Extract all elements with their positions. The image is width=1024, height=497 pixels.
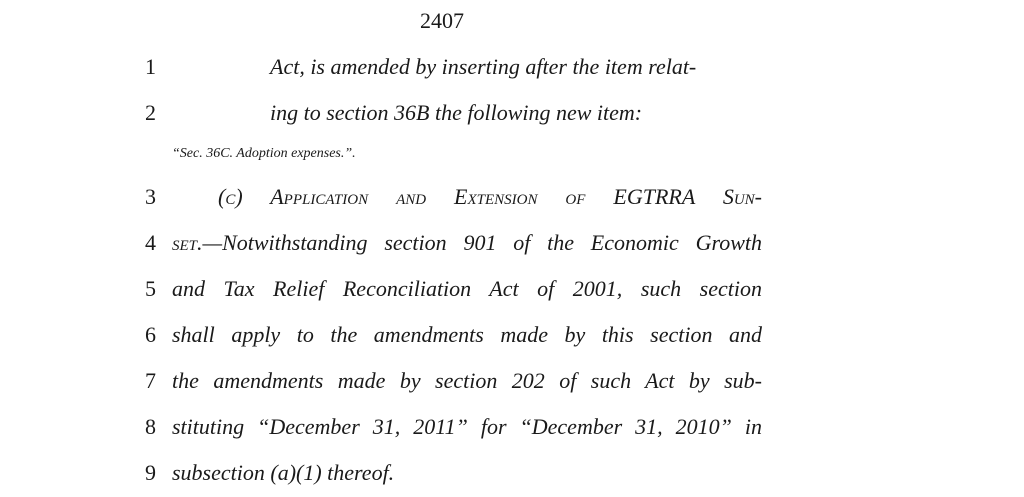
line-text: ing to section 36B the following new item: (270, 100, 643, 125)
line-number: 5 (145, 276, 156, 301)
line-text: the amendments made by section 202 of such Act by sub- (172, 368, 762, 393)
text-line (0, 100, 1024, 132)
text-line (0, 230, 1024, 262)
table-of-sections-item: “Sec. 36C. Adoption expenses.”. (172, 146, 356, 161)
page-number: 2407 (420, 8, 464, 33)
line-text: shall apply to the amendments made by this section and (172, 322, 762, 347)
line-text: stituting “December 31, 2011” for “December 31, 2010” in (172, 414, 762, 439)
line-number: 8 (145, 414, 156, 439)
heading-continuation: set. (172, 230, 203, 255)
text-line (0, 276, 1024, 308)
line-number: 2 (145, 100, 156, 125)
line-text: subsection (a)(1) thereof. (172, 460, 395, 485)
line-text: and Tax Relief Reconciliation Act of 2001, such section (172, 276, 762, 301)
text-line (0, 460, 1024, 492)
line-text: Act, is amended by inserting after the item relat- (270, 54, 697, 79)
line-number: 9 (145, 460, 156, 485)
line-body: —Notwithstanding section 901 of the Economic Growth (202, 230, 762, 255)
line-number: 3 (145, 184, 156, 209)
text-line (0, 322, 1024, 354)
line-number: 7 (145, 368, 156, 393)
text-line (0, 368, 1024, 400)
line-text (172, 230, 762, 256)
text-line (0, 414, 1024, 446)
line-number: 4 (145, 230, 156, 255)
text-line (0, 184, 1024, 216)
line-number: 1 (145, 54, 156, 79)
line-number: 6 (145, 322, 156, 347)
text-line (0, 54, 1024, 86)
subsection-heading: (c) Application and Extension of EGTRRA Sun- (218, 184, 762, 209)
